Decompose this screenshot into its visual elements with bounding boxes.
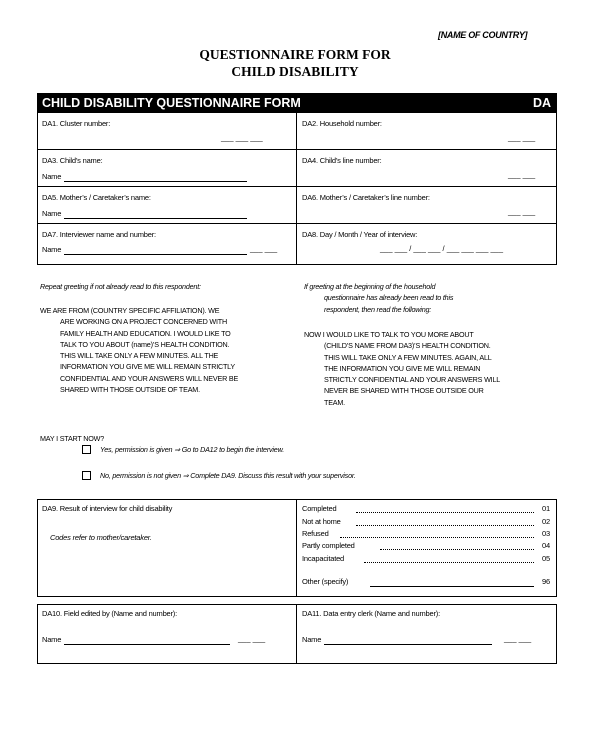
result-label: Not at home xyxy=(302,517,341,526)
da9-label: DA9. Result of interview for child disability xyxy=(42,504,173,513)
result-option[interactable] xyxy=(302,554,552,563)
permission-yes-label: Yes, permission is given ⇒ Go to DA12 to begin the interview. xyxy=(100,445,284,454)
left-consent-line: CONFIDENTIAL AND YOUR ANSWERS WILL NEVER BE xyxy=(60,373,239,383)
leader-dots xyxy=(340,537,534,538)
da3-label: DA3. Child’s name: xyxy=(42,156,103,165)
da7-number-blank[interactable]: ___ ___ xyxy=(250,244,278,253)
row-da3-da4 xyxy=(38,149,556,187)
result-label: Refused xyxy=(302,529,329,538)
result-option[interactable] xyxy=(302,504,552,513)
right-consent-line: NOW I WOULD LIKE TO TALK TO YOU MORE ABOUT xyxy=(304,330,474,339)
right-consent-line: THE INFORMATION YOU GIVE ME WILL REMAIN xyxy=(324,363,481,373)
right-consent-line: TEAM. xyxy=(324,397,345,407)
da3-name-field[interactable] xyxy=(64,181,247,182)
da11-label: DA11. Data entry clerk (Name and number): xyxy=(302,609,440,618)
da11-name-field[interactable] xyxy=(324,644,492,645)
left-instruction: Repeat greeting if not already read to this respondent: xyxy=(40,282,201,291)
page-title: QUESTIONNAIRE FORM FOR xyxy=(199,47,391,62)
result-label: Completed xyxy=(302,504,337,513)
da2-label: DA2. Household number: xyxy=(302,119,382,128)
identification-panel xyxy=(37,93,557,265)
da10-number-blank[interactable]: ___ ___ xyxy=(238,634,266,643)
result-option[interactable] xyxy=(302,541,552,550)
da10-name-label: Name xyxy=(42,635,62,644)
result-option-other[interactable] xyxy=(302,577,552,586)
right-instruction-line: If greeting at the beginning of the household xyxy=(304,282,436,291)
left-consent-line: FAMILY HEALTH AND EDUCATION. I WOULD LIKE TO xyxy=(60,328,231,338)
column-divider xyxy=(296,500,297,596)
da6-blank[interactable]: ___ ___ xyxy=(508,207,536,216)
page-subtitle: CHILD DISABILITY xyxy=(231,64,359,79)
row-da5-da6 xyxy=(38,186,556,224)
da3-name-label: Name xyxy=(42,172,62,181)
may-i-start-question: MAY I START NOW? xyxy=(40,434,105,443)
left-consent-line: ARE WORKING ON A PROJECT CONCERNED WITH xyxy=(60,317,227,327)
da4-blank[interactable]: ___ ___ xyxy=(508,170,536,179)
da2-blank[interactable]: ___ ___ xyxy=(508,133,536,142)
other-code: 96 xyxy=(542,577,550,586)
leader-dots xyxy=(380,549,534,550)
right-consent-line: (CHILD’S NAME FROM DA3)’S HEALTH CONDITION. xyxy=(324,341,491,351)
leader-dots xyxy=(356,525,534,526)
da11-name-label: Name xyxy=(302,635,322,644)
da5-name-label: Name xyxy=(42,209,62,218)
result-option[interactable] xyxy=(302,517,552,526)
da10-label: DA10. Field edited by (Name and number): xyxy=(42,609,177,618)
result-label: Incapacitated xyxy=(302,554,345,563)
column-divider xyxy=(296,605,297,663)
da4-label: DA4. Child’s line number: xyxy=(302,156,382,165)
da1-label: DA1. Cluster number: xyxy=(42,119,111,128)
left-consent-line: WE ARE FROM (COUNTRY SPECIFIC AFFILIATION). WE xyxy=(40,306,220,315)
codes-note: Codes refer to mother/caretaker. xyxy=(50,533,152,542)
da7-name-field[interactable] xyxy=(64,254,247,255)
form-header-code: DA xyxy=(532,96,551,110)
da6-label: DA6. Mother’s / Caretaker’s line number: xyxy=(302,193,430,202)
row-da1-da2 xyxy=(38,112,556,150)
leader-dots xyxy=(364,562,534,563)
right-consent-line: NEVER BE SHARED WITH THOSE OUTSIDE OUR xyxy=(324,386,484,396)
form-header-bar xyxy=(38,94,556,112)
da1-blank[interactable]: ___ ___ ___ xyxy=(221,133,263,142)
right-consent-line: THIS WILL TAKE ONLY A FEW MINUTES. AGAIN, ALL xyxy=(324,352,492,362)
result-code: 02 xyxy=(542,517,550,526)
permission-no-checkbox[interactable] xyxy=(82,471,91,480)
leader-dots xyxy=(356,512,534,513)
interview-result-panel xyxy=(37,499,557,597)
da7-label: DA7. Interviewer name and number: xyxy=(42,230,156,239)
left-consent-line: THIS WILL TAKE ONLY A FEW MINUTES. ALL THE xyxy=(60,351,219,361)
da5-name-field[interactable] xyxy=(64,218,247,219)
da5-label: DA5. Mother’s / Caretaker’s name: xyxy=(42,193,151,202)
row-da7-da8 xyxy=(38,223,556,263)
right-consent-line: STRICTLY CONFIDENTIAL AND YOUR ANSWERS WILL xyxy=(324,375,501,385)
left-consent-line: INFORMATION YOU GIVE ME WILL REMAIN STRICTLY xyxy=(60,362,236,372)
form-header-title: CHILD DISABILITY QUESTIONNAIRE FORM xyxy=(42,96,301,110)
result-code: 03 xyxy=(542,529,550,538)
left-consent-line: TALK TO YOU ABOUT (name)’S HEALTH CONDITION. xyxy=(60,339,230,349)
left-consent-line: SHARED WITH THOSE OUTSIDE OF TEAM. xyxy=(60,385,200,395)
other-specify-field[interactable] xyxy=(370,586,534,587)
right-instruction-line: respondent, then read the following: xyxy=(324,304,432,314)
result-code: 01 xyxy=(542,504,550,513)
country-placeholder: [NAME OF COUNTRY] xyxy=(438,30,528,40)
result-option[interactable] xyxy=(302,529,552,538)
permission-no-label: No, permission is not given ⇒ Complete DA9. Discuss this result with your supervisor. xyxy=(100,471,356,480)
right-instruction-line: questionnaire has already been read to this xyxy=(324,293,454,303)
permission-yes-checkbox[interactable] xyxy=(82,445,91,454)
da8-label: DA8. Day / Month / Year of interview: xyxy=(302,230,418,239)
result-code: 04 xyxy=(542,541,550,550)
result-code: 05 xyxy=(542,554,550,563)
right-instruction xyxy=(304,281,453,315)
other-label: Other (specify) xyxy=(302,577,349,586)
da10-name-field[interactable] xyxy=(64,644,230,645)
right-consent-text xyxy=(304,329,560,408)
editing-panel xyxy=(37,604,557,664)
da8-date-blank[interactable]: ___ ___ / ___ ___ / ___ ___ ___ ___ xyxy=(380,244,504,253)
result-label: Partly completed xyxy=(302,541,355,550)
da7-name-label: Name xyxy=(42,245,62,254)
left-consent-text xyxy=(40,305,298,395)
da11-number-blank[interactable]: ___ ___ xyxy=(504,634,532,643)
